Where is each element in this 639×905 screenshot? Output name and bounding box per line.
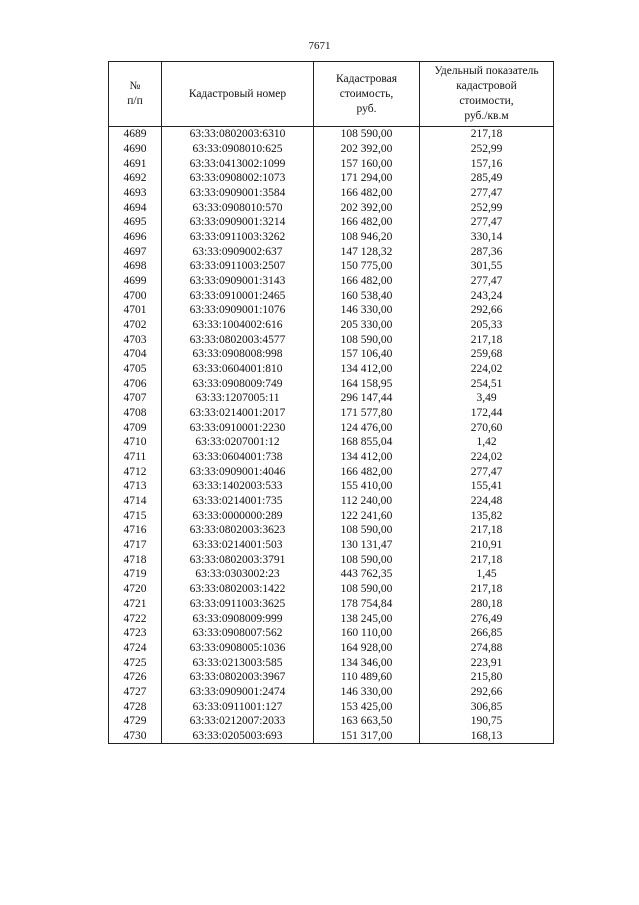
row-number-cell: 4700: [109, 288, 162, 303]
table-row: [109, 259, 554, 274]
cadastral-number-cell: 63:33:0908010:625: [162, 142, 314, 157]
specific-value-cell: 155,41: [420, 479, 554, 494]
row-number-cell: 4702: [109, 318, 162, 333]
cadastral-value-cell: 108 590,00: [314, 582, 420, 597]
row-number-cell: 4728: [109, 699, 162, 714]
cadastral-value-cell: 134 346,00: [314, 655, 420, 670]
specific-value-cell: 217,18: [420, 332, 554, 347]
row-number-cell: 4696: [109, 230, 162, 245]
row-number-cell: 4695: [109, 215, 162, 230]
cadastral-number-cell: 63:33:0303002:23: [162, 567, 314, 582]
table-row: [109, 494, 554, 509]
table-row: [109, 156, 554, 171]
cadastral-number-cell: 63:33:0205003:693: [162, 729, 314, 744]
row-number-cell: 4693: [109, 186, 162, 201]
cadastral-value-cell: 153 425,00: [314, 699, 420, 714]
specific-value-cell: 172,44: [420, 406, 554, 421]
cadastral-number-cell: 63:33:0908010:570: [162, 200, 314, 215]
row-number-cell: 4709: [109, 420, 162, 435]
specific-value-cell: 190,75: [420, 714, 554, 729]
table-row: [109, 699, 554, 714]
row-number-cell: 4698: [109, 259, 162, 274]
header-specific-value: Удельный показатель кадастровой стоимости, руб./кв.м: [420, 62, 554, 127]
table-row: [109, 450, 554, 465]
specific-value-cell: 3,49: [420, 391, 554, 406]
specific-value-cell: 157,16: [420, 156, 554, 171]
specific-value-cell: 270,60: [420, 420, 554, 435]
row-number-cell: 4705: [109, 362, 162, 377]
cadastral-number-cell: 63:33:0909001:3214: [162, 215, 314, 230]
specific-value-cell: 217,18: [420, 582, 554, 597]
table-row: [109, 186, 554, 201]
specific-value-cell: 224,02: [420, 450, 554, 465]
cadastral-value-cell: 163 663,50: [314, 714, 420, 729]
table-row: [109, 626, 554, 641]
specific-value-cell: 285,49: [420, 171, 554, 186]
specific-value-cell: 217,18: [420, 127, 554, 142]
table-row: [109, 435, 554, 450]
specific-value-cell: 292,66: [420, 303, 554, 318]
cadastral-value-cell: 108 590,00: [314, 332, 420, 347]
cadastral-value-cell: 110 489,60: [314, 670, 420, 685]
cadastral-value-cell: 160 110,00: [314, 626, 420, 641]
row-number-cell: 4706: [109, 376, 162, 391]
table-row: [109, 303, 554, 318]
row-number-cell: 4703: [109, 332, 162, 347]
table-row: [109, 641, 554, 656]
table-row: [109, 230, 554, 245]
row-number-cell: 4692: [109, 171, 162, 186]
specific-value-cell: 287,36: [420, 244, 554, 259]
cadastral-value-cell: 178 754,84: [314, 597, 420, 612]
cadastral-value-cell: 296 147,44: [314, 391, 420, 406]
specific-value-cell: 306,85: [420, 699, 554, 714]
cadastral-number-cell: 63:33:0000000:289: [162, 508, 314, 523]
cadastral-value-table: [108, 61, 554, 744]
cadastral-number-cell: 63:33:0802003:3967: [162, 670, 314, 685]
row-number-cell: 4708: [109, 406, 162, 421]
table-row: [109, 362, 554, 377]
specific-value-cell: 215,80: [420, 670, 554, 685]
table-row: [109, 171, 554, 186]
cadastral-value-cell: 160 538,40: [314, 288, 420, 303]
cadastral-value-cell: 150 775,00: [314, 259, 420, 274]
cadastral-number-cell: 63:33:0802003:3623: [162, 523, 314, 538]
table-row: [109, 464, 554, 479]
cadastral-number-cell: 63:33:0413002:1099: [162, 156, 314, 171]
cadastral-value-cell: 164 158,95: [314, 376, 420, 391]
cadastral-value-cell: 108 590,00: [314, 523, 420, 538]
row-number-cell: 4722: [109, 611, 162, 626]
specific-value-cell: 217,18: [420, 523, 554, 538]
table-row: [109, 582, 554, 597]
cadastral-number-cell: 63:33:0214001:735: [162, 494, 314, 509]
specific-value-cell: 210,91: [420, 538, 554, 553]
row-number-cell: 4717: [109, 538, 162, 553]
cadastral-value-cell: 157 106,40: [314, 347, 420, 362]
table-row: [109, 508, 554, 523]
table-row: [109, 142, 554, 157]
row-number-cell: 4714: [109, 494, 162, 509]
cadastral-number-cell: 63:33:0604001:738: [162, 450, 314, 465]
cadastral-number-cell: 63:33:0802003:6310: [162, 127, 314, 142]
cadastral-value-cell: 164 928,00: [314, 641, 420, 656]
table-row: [109, 274, 554, 289]
cadastral-number-cell: 63:33:1207005:11: [162, 391, 314, 406]
table-row: [109, 611, 554, 626]
table-row: [109, 479, 554, 494]
row-number-cell: 4724: [109, 641, 162, 656]
table-row: [109, 376, 554, 391]
row-number-cell: 4729: [109, 714, 162, 729]
table-row: [109, 552, 554, 567]
header-cadastral-value: Кадастровая стоимость, руб.: [314, 62, 420, 127]
table-row: [109, 685, 554, 700]
row-number-cell: 4694: [109, 200, 162, 215]
table-row: [109, 538, 554, 553]
specific-value-cell: 280,18: [420, 597, 554, 612]
specific-value-cell: 301,55: [420, 259, 554, 274]
cadastral-number-cell: 63:33:0207001:12: [162, 435, 314, 450]
row-number-cell: 4701: [109, 303, 162, 318]
specific-value-cell: 252,99: [420, 142, 554, 157]
cadastral-value-cell: 205 330,00: [314, 318, 420, 333]
row-number-cell: 4726: [109, 670, 162, 685]
cadastral-value-cell: 108 590,00: [314, 127, 420, 142]
cadastral-number-cell: 63:33:0908009:999: [162, 611, 314, 626]
cadastral-value-cell: 124 476,00: [314, 420, 420, 435]
specific-value-cell: 224,48: [420, 494, 554, 509]
specific-value-cell: 243,24: [420, 288, 554, 303]
table-row: [109, 420, 554, 435]
header-cadastral-number: Кадастровый номер: [162, 62, 314, 127]
cadastral-number-cell: 63:33:0604001:810: [162, 362, 314, 377]
table-row: [109, 523, 554, 538]
table-row: [109, 714, 554, 729]
cadastral-value-cell: 171 577,80: [314, 406, 420, 421]
specific-value-cell: 217,18: [420, 552, 554, 567]
specific-value-cell: 224,02: [420, 362, 554, 377]
row-number-cell: 4721: [109, 597, 162, 612]
table-row: [109, 391, 554, 406]
cadastral-value-cell: 202 392,00: [314, 142, 420, 157]
row-number-cell: 4713: [109, 479, 162, 494]
row-number-cell: 4710: [109, 435, 162, 450]
row-number-cell: 4690: [109, 142, 162, 157]
cadastral-value-cell: 166 482,00: [314, 215, 420, 230]
table-row: [109, 567, 554, 582]
row-number-cell: 4716: [109, 523, 162, 538]
cadastral-value-cell: 166 482,00: [314, 186, 420, 201]
table-row: [109, 332, 554, 347]
specific-value-cell: 223,91: [420, 655, 554, 670]
specific-value-cell: 266,85: [420, 626, 554, 641]
table-row: [109, 670, 554, 685]
cadastral-number-cell: 63:33:0911003:2507: [162, 259, 314, 274]
row-number-cell: 4697: [109, 244, 162, 259]
cadastral-number-cell: 63:33:0908007:562: [162, 626, 314, 641]
cadastral-number-cell: 63:33:0909001:1076: [162, 303, 314, 318]
table-row: [109, 597, 554, 612]
row-number-cell: 4704: [109, 347, 162, 362]
specific-value-cell: 277,47: [420, 464, 554, 479]
specific-value-cell: 274,88: [420, 641, 554, 656]
row-number-cell: 4691: [109, 156, 162, 171]
table-row: [109, 347, 554, 362]
cadastral-number-cell: 63:33:0214001:2017: [162, 406, 314, 421]
specific-value-cell: 1,42: [420, 435, 554, 450]
row-number-cell: 4712: [109, 464, 162, 479]
cadastral-value-cell: 130 131,47: [314, 538, 420, 553]
cadastral-value-cell: 155 410,00: [314, 479, 420, 494]
row-number-cell: 4727: [109, 685, 162, 700]
cadastral-number-cell: 63:33:0802003:4577: [162, 332, 314, 347]
cadastral-value-cell: 168 855,04: [314, 435, 420, 450]
table-row: [109, 288, 554, 303]
cadastral-number-cell: 63:33:0908008:998: [162, 347, 314, 362]
cadastral-value-cell: 166 482,00: [314, 464, 420, 479]
table-row: [109, 729, 554, 744]
page-number: 7671: [308, 40, 331, 52]
row-number-cell: 4707: [109, 391, 162, 406]
cadastral-value-cell: 122 241,60: [314, 508, 420, 523]
header-row-number: № п/п: [109, 62, 162, 127]
cadastral-value-cell: 108 946,20: [314, 230, 420, 245]
cadastral-number-cell: 63:33:0911003:3625: [162, 597, 314, 612]
row-number-cell: 4723: [109, 626, 162, 641]
row-number-cell: 4718: [109, 552, 162, 567]
specific-value-cell: 292,66: [420, 685, 554, 700]
row-number-cell: 4699: [109, 274, 162, 289]
specific-value-cell: 1,45: [420, 567, 554, 582]
specific-value-cell: 277,47: [420, 274, 554, 289]
cadastral-value-cell: 138 245,00: [314, 611, 420, 626]
cadastral-number-cell: 63:33:0802003:1422: [162, 582, 314, 597]
row-number-cell: 4730: [109, 729, 162, 744]
cadastral-value-cell: 112 240,00: [314, 494, 420, 509]
cadastral-number-cell: 63:33:0212007:2033: [162, 714, 314, 729]
cadastral-number-cell: 63:33:0911003:3262: [162, 230, 314, 245]
table-row: [109, 318, 554, 333]
cadastral-value-cell: 146 330,00: [314, 303, 420, 318]
row-number-cell: 4719: [109, 567, 162, 582]
cadastral-value-cell: 171 294,00: [314, 171, 420, 186]
cadastral-number-cell: 63:33:0908009:749: [162, 376, 314, 391]
cadastral-number-cell: 63:33:1004002:616: [162, 318, 314, 333]
specific-value-cell: 135,82: [420, 508, 554, 523]
cadastral-number-cell: 63:33:0909001:4046: [162, 464, 314, 479]
table-row: [109, 215, 554, 230]
specific-value-cell: 276,49: [420, 611, 554, 626]
cadastral-value-cell: 108 590,00: [314, 552, 420, 567]
table-row: [109, 127, 554, 142]
cadastral-number-cell: 63:33:0214001:503: [162, 538, 314, 553]
cadastral-value-cell: 146 330,00: [314, 685, 420, 700]
table-header: [109, 62, 554, 127]
specific-value-cell: 277,47: [420, 215, 554, 230]
row-number-cell: 4715: [109, 508, 162, 523]
cadastral-number-cell: 63:33:0213003:585: [162, 655, 314, 670]
cadastral-value-cell: 202 392,00: [314, 200, 420, 215]
table-row: [109, 200, 554, 215]
specific-value-cell: 259,68: [420, 347, 554, 362]
specific-value-cell: 168,13: [420, 729, 554, 744]
cadastral-value-cell: 157 160,00: [314, 156, 420, 171]
cadastral-number-cell: 63:33:0909002:637: [162, 244, 314, 259]
specific-value-cell: 277,47: [420, 186, 554, 201]
row-number-cell: 4711: [109, 450, 162, 465]
cadastral-value-cell: 443 762,35: [314, 567, 420, 582]
cadastral-value-cell: 147 128,32: [314, 244, 420, 259]
row-number-cell: 4725: [109, 655, 162, 670]
table-row: [109, 406, 554, 421]
cadastral-number-cell: 63:33:0910001:2230: [162, 420, 314, 435]
cadastral-value-cell: 166 482,00: [314, 274, 420, 289]
specific-value-cell: 252,99: [420, 200, 554, 215]
table-body: [109, 127, 554, 744]
cadastral-number-cell: 63:33:0909001:3143: [162, 274, 314, 289]
cadastral-number-cell: 63:33:0909001:2474: [162, 685, 314, 700]
cadastral-number-cell: 63:33:0911001:127: [162, 699, 314, 714]
cadastral-number-cell: 63:33:0910001:2465: [162, 288, 314, 303]
table-row: [109, 655, 554, 670]
specific-value-cell: 330,14: [420, 230, 554, 245]
cadastral-number-cell: 63:33:1402003:533: [162, 479, 314, 494]
cadastral-number-cell: 63:33:0908002:1073: [162, 171, 314, 186]
table-row: [109, 244, 554, 259]
cadastral-value-cell: 134 412,00: [314, 450, 420, 465]
cadastral-number-cell: 63:33:0802003:3791: [162, 552, 314, 567]
row-number-cell: 4689: [109, 127, 162, 142]
cadastral-number-cell: 63:33:0909001:3584: [162, 186, 314, 201]
cadastral-number-cell: 63:33:0908005:1036: [162, 641, 314, 656]
cadastral-value-cell: 151 317,00: [314, 729, 420, 744]
cadastral-value-cell: 134 412,00: [314, 362, 420, 377]
specific-value-cell: 205,33: [420, 318, 554, 333]
row-number-cell: 4720: [109, 582, 162, 597]
specific-value-cell: 254,51: [420, 376, 554, 391]
